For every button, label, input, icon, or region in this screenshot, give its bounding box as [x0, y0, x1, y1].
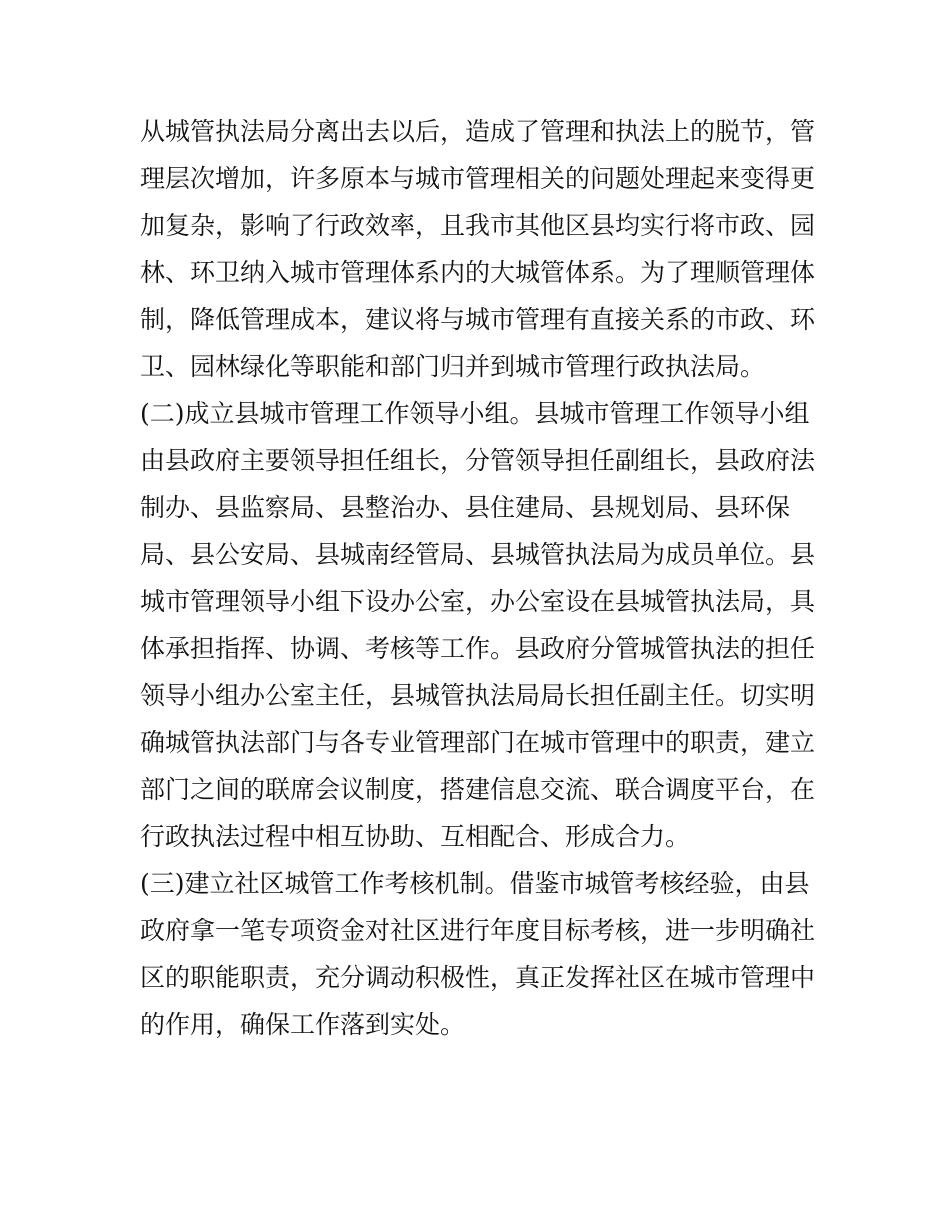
text-line: 林、环卫纳入城市管理体系内的大城管体系。为了理顺管理体: [140, 258, 816, 287]
section-two-heading-line: (二)成立县城市管理工作领导小组。县城市管理工作领导小组: [140, 399, 810, 428]
section-three-heading-line: (三)建立社区城管工作考核机制。借鉴市城管考核经验，由县: [140, 869, 810, 898]
body-text: [140, 108, 820, 1048]
text-line: 由县政府主要领导担任组长，分管领导担任副组长，县政府法: [140, 446, 816, 475]
text-line: 制办、县监察局、县整治办、县住建局、县规划局、县环保: [140, 493, 791, 522]
text-line: 体承担指挥、协调、考核等工作。县政府分管城管执法的担任: [140, 634, 816, 663]
text-line: 从城管执法局分离出去以后，造成了管理和执法上的脱节，管: [140, 117, 816, 146]
text-line: 行政执法过程中相互协助、互相配合、形成合力。: [140, 822, 691, 851]
text-line: 的作用，确保工作落到实处。: [140, 1010, 466, 1039]
text-line: 卫、园林绿化等职能和部门归并到城市管理行政执法局。: [140, 352, 766, 381]
text-line: 政府拿一笔专项资金对社区进行年度目标考核，进一步明确社: [140, 916, 816, 945]
text-line: 理层次增加，许多原本与城市管理相关的问题处理起来变得更: [140, 164, 816, 193]
text-line: 制，降低管理成本，建议将与城市管理有直接关系的市政、环: [140, 305, 816, 334]
text-line: 加复杂，影响了行政效率，且我市其他区县均实行将市政、园: [140, 211, 816, 240]
text-line: 城市管理领导小组下设办公室，办公室设在县城管执法局，具: [140, 587, 816, 616]
text-line: 确城管执法部门与各专业管理部门在城市管理中的职责，建立: [140, 728, 816, 757]
text-line: 局、县公安局、县城南经管局、县城管执法局为成员单位。县: [140, 540, 816, 569]
text-line: 领导小组办公室主任，县城管执法局局长担任副主任。切实明: [140, 681, 816, 710]
text-line: 部门之间的联席会议制度，搭建信息交流、联合调度平台，在: [140, 775, 816, 804]
text-line: 区的职能职责，充分调动积极性，真正发挥社区在城市管理中: [140, 963, 816, 992]
